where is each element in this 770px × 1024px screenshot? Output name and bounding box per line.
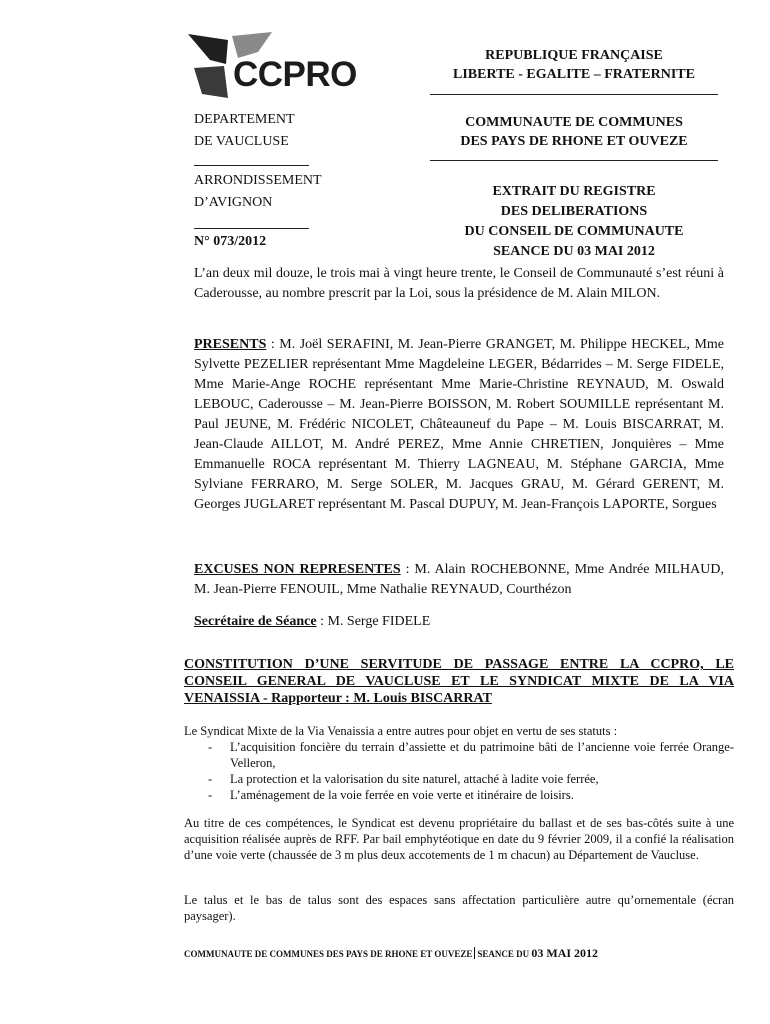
extrait-line: DES DELIBERATIONS <box>500 204 648 219</box>
list-item: - La protection et la valorisation du site naturel, attaché à ladite voie ferrée, <box>184 771 734 787</box>
arrondissement-line: ARRONDISSEMENT <box>194 173 322 188</box>
extrait-line: EXTRAIT DU REGISTRE <box>492 184 656 199</box>
divider <box>430 94 718 95</box>
departement-block <box>194 109 295 153</box>
body-paragraph-2: Au titre de ces compétences, le Syndicat est devenu propriétaire du ballast et de ses bas-côtés suite à une acquisition réalisée auprès de RFF. Par bail emphytéotique en date du 9 février 2009, il a confié la réalisation d’une voie verte (chaussée de 3 m plus deux accotements de 1 m chacun) au Département de Vaucluse. <box>184 816 734 862</box>
divider <box>194 228 309 229</box>
communaute-heading <box>430 113 718 151</box>
page-footer <box>184 946 598 961</box>
list-item: - L’acquisition foncière du terrain d’assiette et du patrimoine bâti de l’ancienne voie ferrée Orange-Velleron, <box>184 739 734 771</box>
footer-separator <box>474 947 475 959</box>
intro-paragraph: L’an deux mil douze, le trois mai à vingt heure trente, le Conseil de Communauté s’est réuni à Caderousse, au nombre prescrit par la Loi, sous la présidence de M. Alain MILON. <box>194 266 724 301</box>
departement-line: DE VAUCLUSE <box>194 134 289 149</box>
secretaire-label: Secrétaire de Séance <box>194 614 317 629</box>
divider <box>194 165 309 166</box>
excuses-label: EXCUSES NON REPRESENTES <box>194 562 401 577</box>
seance-line: SEANCE DU 03 MAI 2012 <box>493 244 655 259</box>
presents-text: : M. Joël SERAFINI, M. Jean-Pierre GRANGET, M. Philippe HECKEL, Mme Sylvette PEZELIER représentant Mme Magdeleine LEGER, Bédarrides – M. Serge FIDELE, Mme Marie-Ange ROCHE représentant Mme Marie-Christine REYNAUD, M. Oswald LEBOUC, Caderousse – M. Jean-Pierre BOISSON, M. Robert SOUMILLE représentant M. Paul JEUNE, M. Frédéric NICOLET, Châteauneuf du Pape – M. Louis BISCARRAT, M. Jean-Claude AILLOT, M. André PEREZ, Mme Annie CHRETIEN, Jonquières – Mme Emmanuelle ROCA représentant M. Thierry LAGNEAU, M. Stéphane GARCIA, Mme Sylviane FERRARO, M. Serge SOLER, M. Jacques GRAU, M. Gérard GERENT, M. Georges JUGLARET représentant M. Pascal DUPUY, M. Jean-François LAPORTE, Sorgues <box>194 337 724 512</box>
departement-line: DEPARTEMENT <box>194 112 295 127</box>
excuses-text: : M. Alain ROCHEBONNE, Mme Andrée MILHAUD, M. Jean-Pierre FENOUIL, Mme Nathalie REYNAUD, Courthézon <box>194 562 724 597</box>
footer-seance: SEANCE DU <box>477 949 532 959</box>
divider <box>430 160 718 161</box>
arrondissement-block <box>194 170 322 214</box>
body-paragraph-1 <box>184 723 734 803</box>
footer-org: COMMUNAUTE DE COMMUNES DES PAYS DE RHONE ET OUVEZE <box>184 949 473 959</box>
motto-line: LIBERTE - EGALITE – FRATERNITE <box>453 67 695 82</box>
subject-text: CONSTITUTION D’UNE SERVITUDE DE PASSAGE ENTRE LA CCPRO, LE CONSEIL GENERAL DE VAUCLUSE ET LE SYNDICAT MIXTE DE LA VIA VENAISSIA - Rapporteur : M. Louis BISCARRAT <box>184 657 734 706</box>
list-item: - L’aménagement de la voie ferrée en voie verte et itinéraire de loisirs. <box>184 787 734 803</box>
republic-line: REPUBLIQUE FRANÇAISE <box>485 48 663 63</box>
objectives-list <box>184 739 734 803</box>
communaute-line: DES PAYS DE RHONE ET OUVEZE <box>460 134 688 149</box>
arrondissement-line: D’AVIGNON <box>194 195 273 210</box>
deliberation-subject <box>184 656 734 707</box>
secretaire-paragraph <box>194 612 724 632</box>
presents-paragraph <box>194 335 724 515</box>
secretaire-text: : M. Serge FIDELE <box>316 614 431 629</box>
presents-label: PRESENTS <box>194 337 267 352</box>
extrait-heading <box>430 182 718 262</box>
footer-date: 03 MAI 2012 <box>531 946 599 960</box>
communaute-line: COMMUNAUTE DE COMMUNES <box>465 115 683 130</box>
republic-heading <box>430 46 718 84</box>
excuses-paragraph <box>194 560 724 600</box>
extrait-line: DU CONSEIL DE COMMUNAUTE <box>464 224 684 239</box>
deliberation-number: N° 073/2012 <box>194 234 267 249</box>
logo-text: CCPRO <box>233 55 357 94</box>
body-paragraph-3: Le talus et le bas de talus sont des espaces sans affectation particulière autre qu’ornementale (écran paysager). <box>184 893 734 923</box>
p1-intro: Le Syndicat Mixte de la Via Venaissia a entre autres pour objet en vertu de ses statuts : <box>184 724 618 738</box>
